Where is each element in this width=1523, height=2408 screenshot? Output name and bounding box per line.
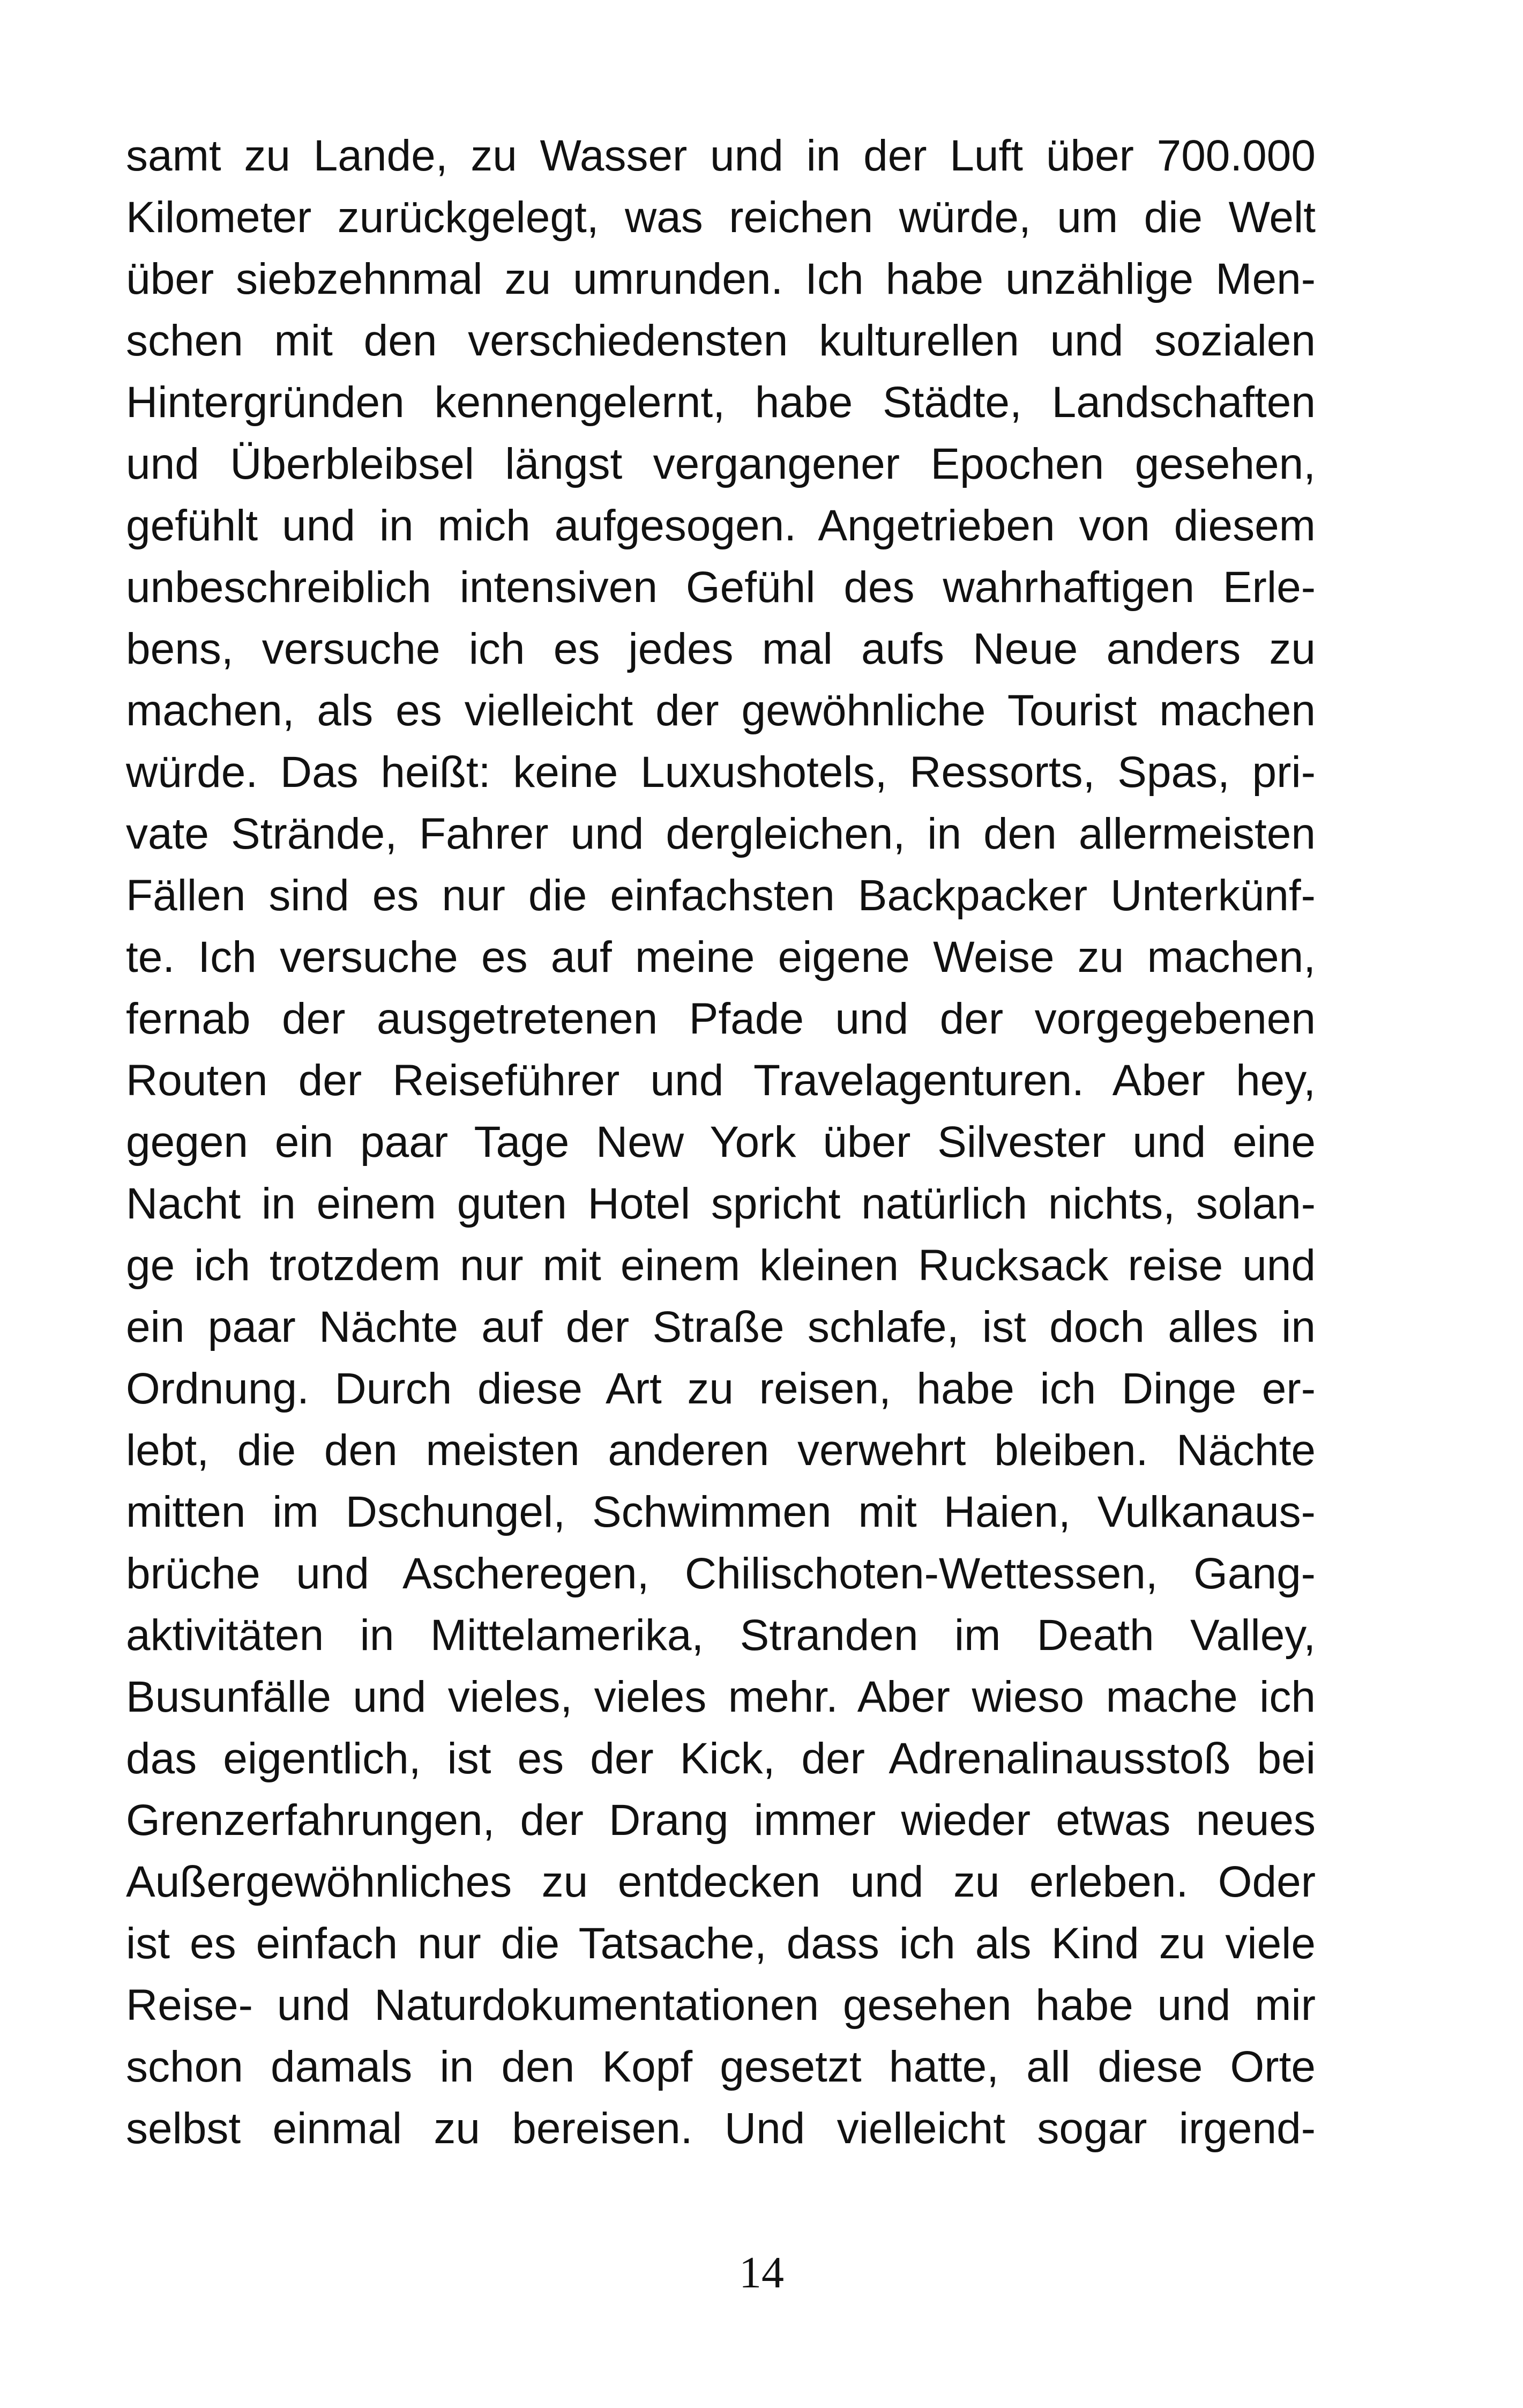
text-line: gegen ein paar Tage New York über Silvester und eine xyxy=(126,1118,1316,1166)
text-line: machen, als es vielleicht der gewöhnliche Tourist machen xyxy=(126,686,1316,735)
text-line: Reise- und Naturdokumentationen gesehen habe und mir xyxy=(126,1981,1316,2030)
text-line: Kilometer zurückgelegt, was reichen würde, um die Welt xyxy=(126,193,1316,242)
text-line: schon damals in den Kopf gesetzt hatte, all diese Orte xyxy=(126,2042,1316,2091)
text-line: und Überbleibsel längst vergangener Epochen gesehen, xyxy=(126,440,1316,488)
text-line: das eigentlich, ist es der Kick, der Adrenalinausstoß bei xyxy=(126,1734,1316,1783)
text-line: ist es einfach nur die Tatsache, dass ich als Kind zu viele xyxy=(126,1919,1316,1968)
text-line: Nacht in einem guten Hotel spricht natürlich nichts, solan- xyxy=(126,1179,1316,1228)
text-line: selbst einmal zu bereisen. Und vielleicht sogar irgend- xyxy=(126,2104,1316,2153)
text-line: ge ich trotzdem nur mit einem kleinen Rucksack reise und xyxy=(126,1241,1316,1290)
text-line: te. Ich versuche es auf meine eigene Weise zu machen, xyxy=(126,933,1316,982)
text-line: bens, versuche ich es jedes mal aufs Neue anders zu xyxy=(126,625,1316,673)
text-line: ein paar Nächte auf der Straße schlafe, ist doch alles in xyxy=(126,1303,1316,1351)
text-line: Ordnung. Durch diese Art zu reisen, habe ich Dinge er- xyxy=(126,1364,1316,1413)
text-line: Grenzerfahrungen, der Drang immer wieder etwas neues xyxy=(126,1796,1316,1845)
page-number: 14 xyxy=(739,2248,784,2298)
text-line: samt zu Lande, zu Wasser und in der Luft über 700.000 xyxy=(126,131,1316,180)
text-line: über siebzehnmal zu umrunden. Ich habe unzählige Men- xyxy=(126,255,1316,303)
text-line: Fällen sind es nur die einfachsten Backpacker Unterkünf- xyxy=(126,871,1316,920)
text-line: fernab der ausgetretenen Pfade und der vorgegebenen xyxy=(126,994,1316,1043)
text-line: unbeschreiblich intensiven Gefühl des wahrhaftigen Erle- xyxy=(126,563,1316,612)
text-line: Busunfälle und vieles, vieles mehr. Aber wieso mache ich xyxy=(126,1673,1316,1721)
text-line: Routen der Reiseführer und Travelagenturen. Aber hey, xyxy=(126,1056,1316,1105)
text-line: Hintergründen kennengelernt, habe Städte, Landschaften xyxy=(126,378,1316,427)
text-line: lebt, die den meisten anderen verwehrt bleiben. Nächte xyxy=(126,1426,1316,1475)
body-text xyxy=(126,125,1316,2159)
text-line: gefühlt und in mich aufgesogen. Angetrieben von diesem xyxy=(126,501,1316,550)
text-line: schen mit den verschiedensten kulturellen und sozialen xyxy=(126,316,1316,365)
text-line: würde. Das heißt: keine Luxushotels, Ressorts, Spas, pri- xyxy=(126,748,1316,797)
text-line: vate Strände, Fahrer und dergleichen, in den allermeisten xyxy=(126,809,1316,858)
text-line: brüche und Ascheregen, Chilischoten-Wettessen, Gang- xyxy=(126,1549,1316,1598)
text-line: mitten im Dschungel, Schwimmen mit Haien, Vulkanaus- xyxy=(126,1488,1316,1536)
text-line: aktivitäten in Mittelamerika, Stranden im Death Valley, xyxy=(126,1611,1316,1660)
text-line: Außergewöhnliches zu entdecken und zu erleben. Oder xyxy=(126,1857,1316,1906)
